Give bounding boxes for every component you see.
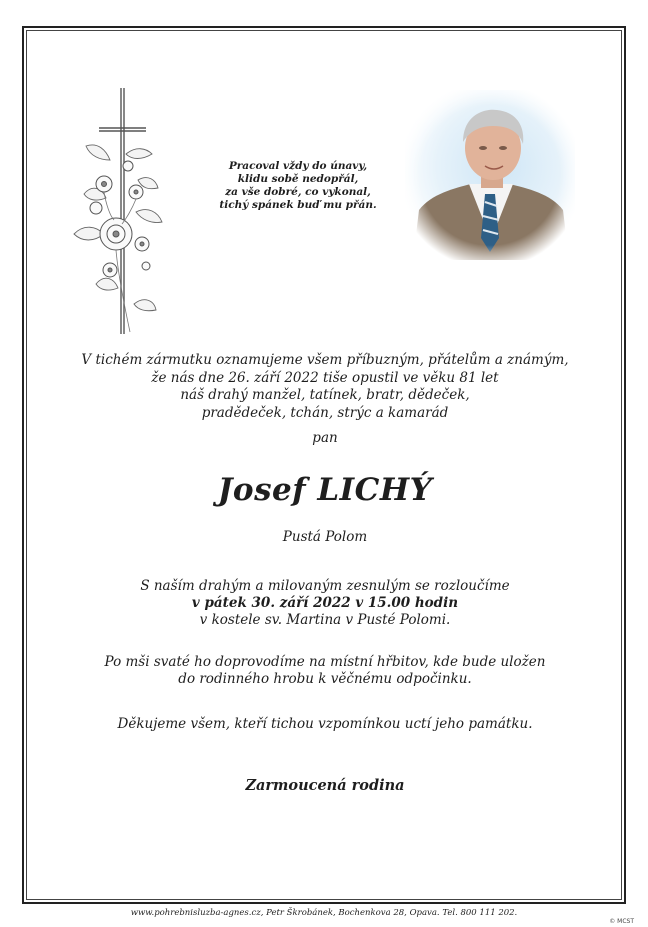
honorific: pan: [312, 430, 338, 446]
deceased-place: Pustá Polom: [282, 529, 368, 545]
ceremony-intro: S naším drahým a milovaným zesnulým se rozloučíme: [140, 578, 510, 594]
verse-line: tichý spánek buď mu přán.: [219, 199, 377, 211]
ceremony-datetime: v pátek 30. září 2022 v 15.00 hodin: [191, 595, 459, 611]
footer-contact: www.pohrebnisluzba-agnes.cz, Petr Škrobánek, Bochenkova 28, Opava. Tel. 800 111 202.: [130, 908, 518, 918]
announcement-text: [60, 352, 590, 422]
ceremony-location: v kostele sv. Martina v Pusté Polomi.: [199, 612, 451, 628]
memorial-verse: [200, 160, 396, 212]
verse-line: klidu sobě nedopřál,: [237, 173, 359, 185]
announcement-line: náš drahý manžel, tatínek, bratr, dědeček,: [180, 387, 470, 403]
burial-line: Po mši svaté ho doprovodíme na místní hřbitov, kde bude uložen: [104, 654, 546, 670]
copyright-mark: © MCST: [609, 918, 634, 925]
portrait-photo: [405, 90, 575, 260]
burial-info: [60, 654, 590, 688]
verse-line: Pracoval vždy do únavy,: [228, 160, 368, 172]
thanks-text: Děkujeme všem, kteří tichou vzpomínkou uctí jeho památku.: [117, 716, 533, 732]
announcement-line: V tichém zármutku oznamujeme všem příbuzným, přátelům a známým,: [81, 352, 569, 368]
announcement-line: pradědeček, tchán, strýc a kamarád: [201, 404, 449, 421]
deceased-name: Josef LICHÝ: [217, 472, 433, 508]
burial-line: do rodinného hrobu k věčnému odpočinku.: [178, 671, 472, 687]
cross-with-flowers-icon: [66, 84, 176, 346]
ceremony-info: [60, 578, 590, 629]
signature: Zarmoucená rodina: [245, 777, 405, 794]
verse-line: za vše dobré, co vykonal,: [225, 186, 371, 198]
announcement-line: že nás dne 26. září 2022 tiše opustil ve věku 81 let: [151, 369, 499, 386]
